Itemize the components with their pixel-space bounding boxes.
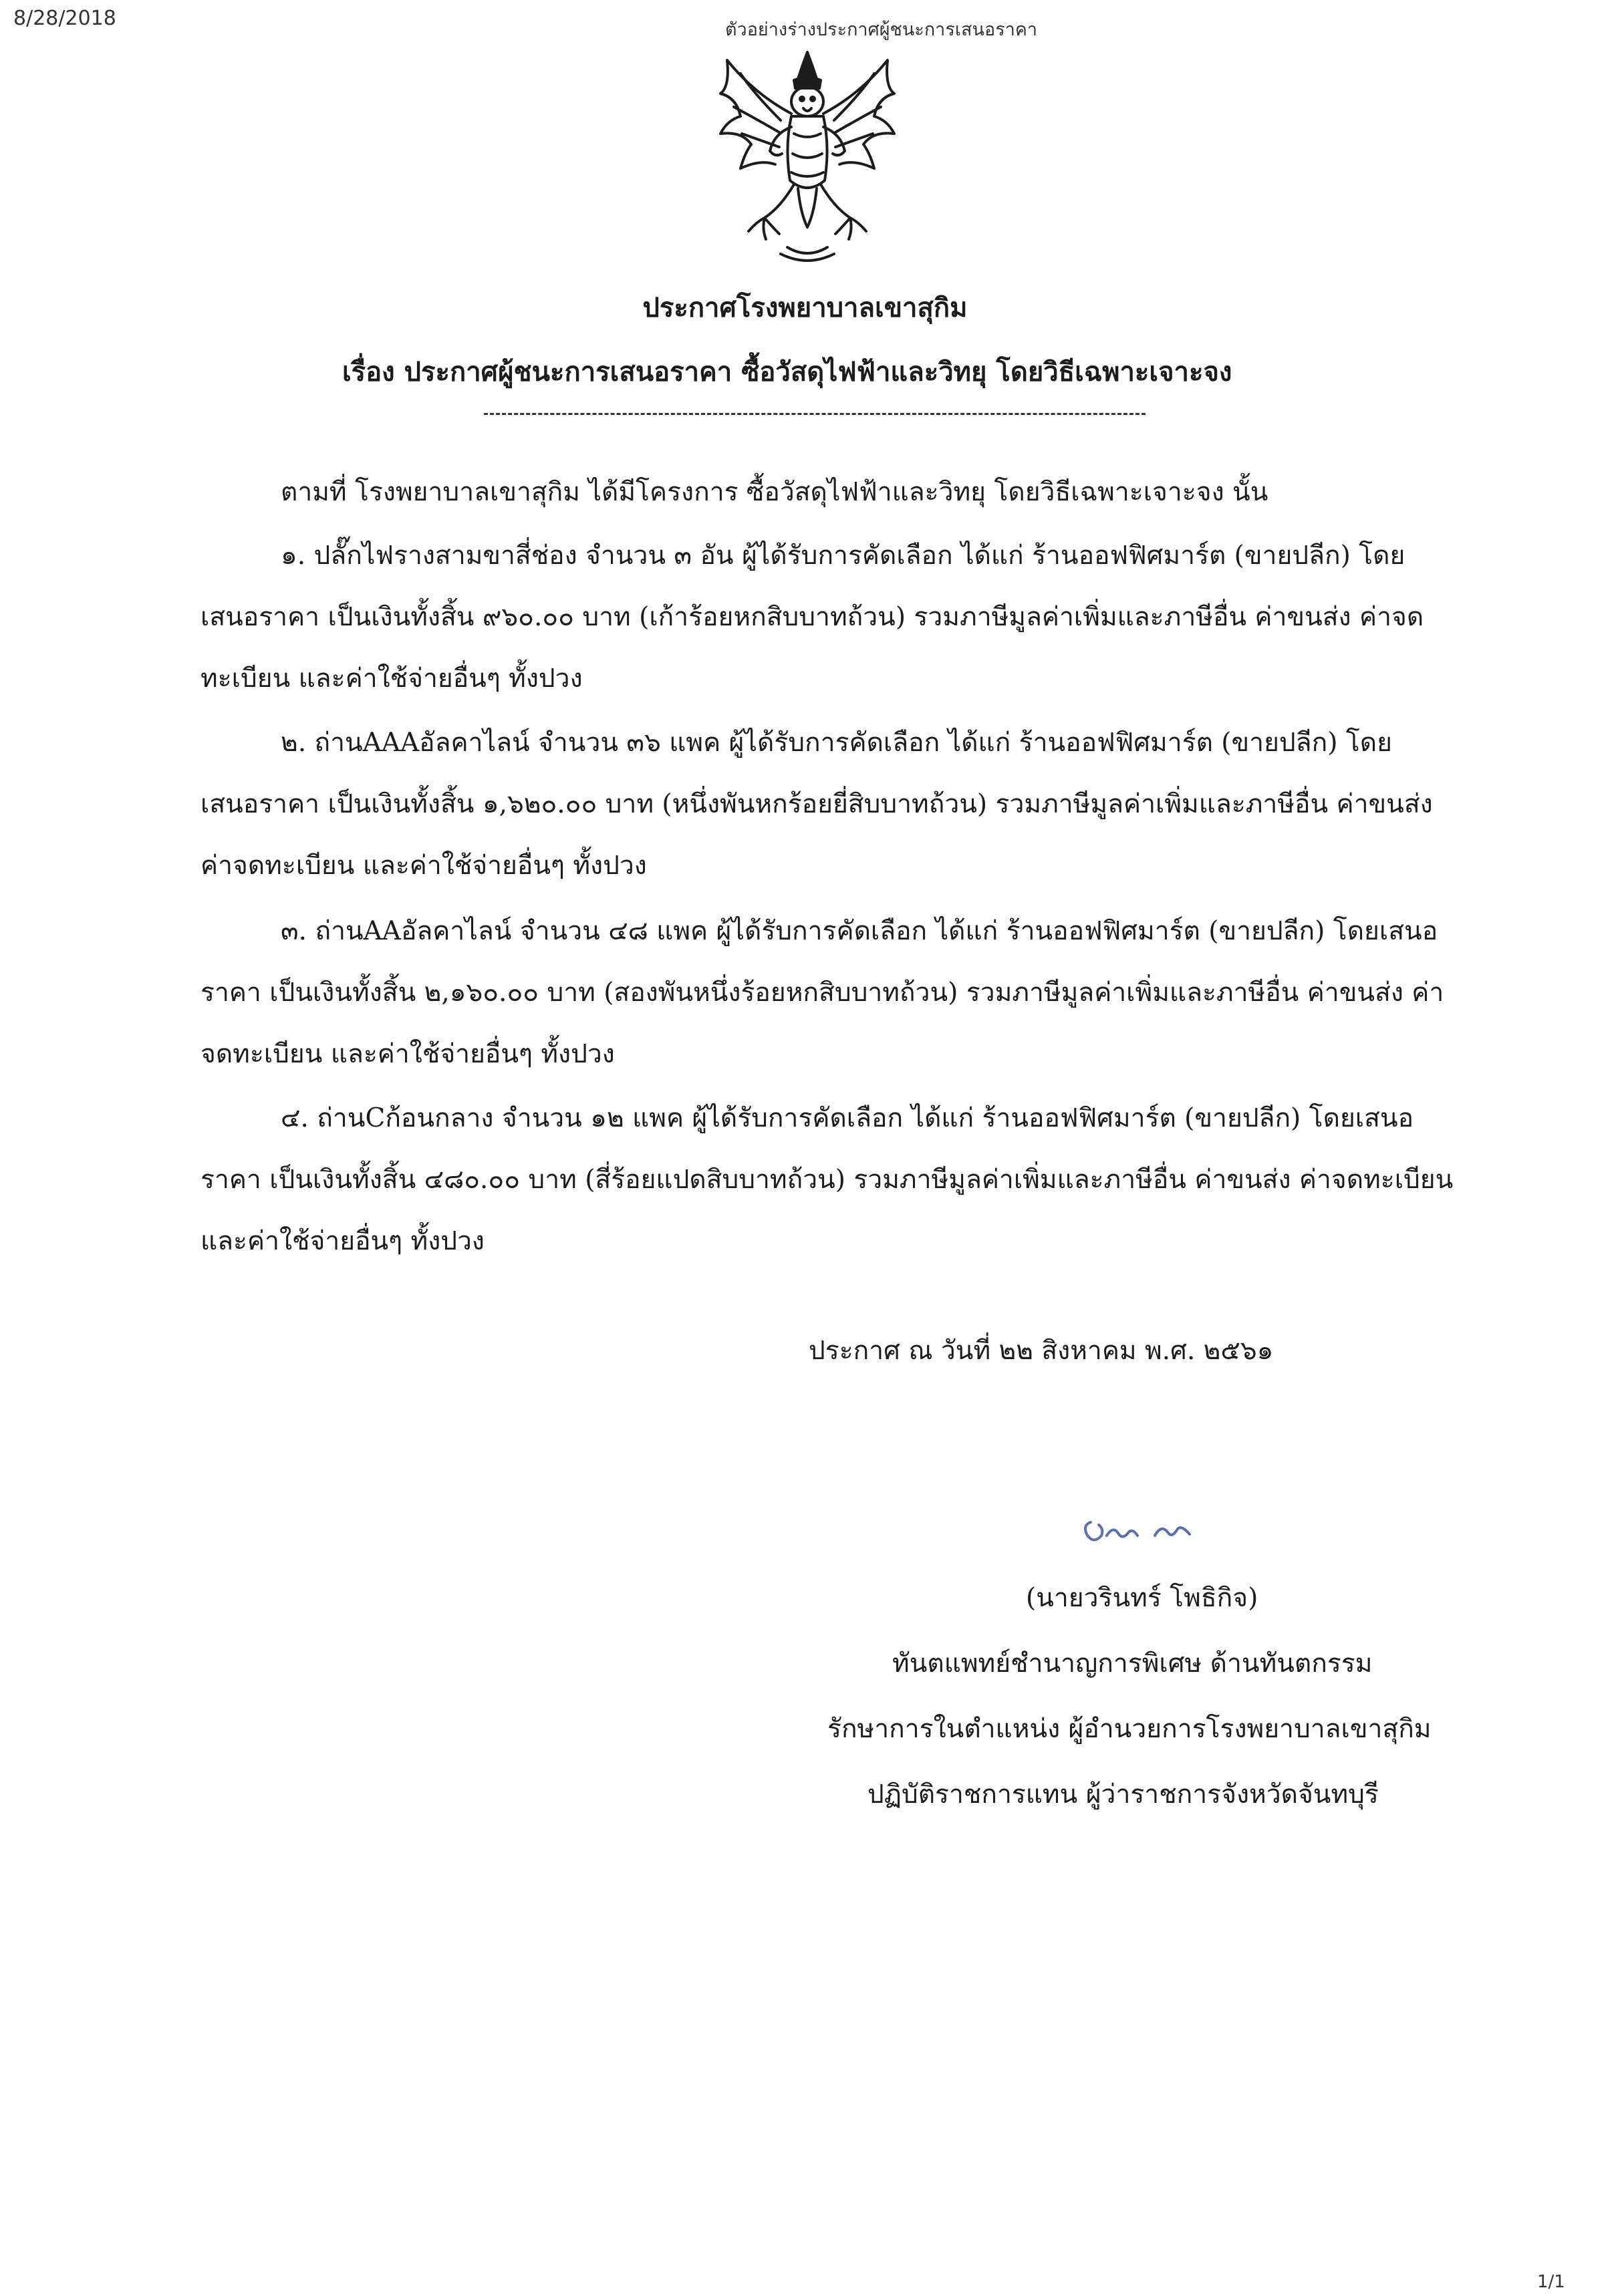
item-4-line-2: ราคา เป็นเงินทั้งสิ้น ๔๘๐.๐๐ บาท (สี่ร้อยแปดสิบบาทถ้วน) รวมภาษีมูลค่าเพิ่มและภาษีอื่น ค่าขนส่ง ค่าจดทะเบียน [200,1165,1454,1195]
item-1-line-2: เสนอราคา เป็นเงินทั้งสิ้น ๙๖๐.๐๐ บาท (เก้าร้อยหกสิบบาทถ้วน) รวมภาษีมูลค่าเพิ่มและภาษีอื่น ค่าขนส่ง ค่าจด [200,602,1424,632]
garuda-emblem-icon [700,47,914,267]
item-2-line-3: ค่าจดทะเบียน และค่าใช้จ่ายอื่นๆ ทั้งปวง [200,851,647,881]
item-1-line-1: ๑. ปลั๊กไฟรางสามขาสี่ช่อง จำนวน ๓ อัน ผู้ได้รับการคัดเลือก ได้แก่ ร้านออฟฟิศมาร์ต (ขายปลีก) โดย [281,541,1405,571]
item-1-line-3: ทะเบียน และค่าใช้จ่ายอื่นๆ ทั้งปวง [200,664,583,694]
item-2-line-1: ๒. ถ่านAAAอัลคาไลน์ จำนวน ๓๖ แพค ผู้ได้รับการคัดเลือก ได้แก่ ร้านออฟฟิศมาร์ต (ขายปลีก) โดย [281,728,1392,758]
document-header-title: ตัวอย่างร่างประกาศผู้ชนะการเสนอราคา [725,19,1038,40]
signer-position-2: รักษาการในตำแหน่ง ผู้อำนวยการโรงพยาบาลเขาสุกิม [827,1714,1432,1744]
page-number: 1/1 [1537,2272,1565,2292]
intro-paragraph: ตามที่ โรงพยาบาลเขาสุกิม ได้มีโครงการ ซื้อวัสดุไฟฟ้าและวิทยุ โดยวิธีเฉพาะเจาะจง นั้น [281,477,1268,507]
separator-line [484,413,1146,415]
item-4-line-3: และค่าใช้จ่ายอื่นๆ ทั้งปวง [200,1226,485,1256]
print-date: 8/28/2018 [13,7,116,30]
item-4-line-1: ๔. ถ่านCก้อนกลาง จำนวน ๑๒ แพค ผู้ได้รับการคัดเลือก ได้แก่ ร้านออฟฟิศมาร์ต (ขายปลีก) โดยเสนอ [281,1103,1414,1133]
item-3-line-1: ๓. ถ่านAAอัลคาไลน์ จำนวน ๔๘ แพค ผู้ได้รับการคัดเลือก ได้แก่ ร้านออฟฟิศมาร์ต (ขายปลีก) โดยเสนอ [281,916,1438,946]
handwritten-signature [1077,1509,1211,1556]
announcement-date: ประกาศ ณ วันที่ ๒๒ สิงหาคม พ.ศ. ๒๕๖๑ [809,1336,1274,1366]
signer-position-3: ปฏิบัติราชการแทน ผู้ว่าราชการจังหวัดจันทบุรี [867,1779,1379,1810]
item-2-line-2: เสนอราคา เป็นเงินทั้งสิ้น ๑,๖๒๐.๐๐ บาท (หนึ่งพันหกร้อยยี่สิบบาทถ้วน) รวมภาษีมูลค่าเพิ่มและภาษีอื่น ค่าขนส่ง [200,789,1433,819]
announcement-subject: เรื่อง ประกาศผู้ชนะการเสนอราคา ซื้อวัสดุไฟฟ้าและวิทยุ โดยวิธีเฉพาะเจาะจง [342,356,1232,388]
announcement-title: ประกาศโรงพยาบาลเขาสุกิม [642,292,968,323]
item-3-line-3: จดทะเบียน และค่าใช้จ่ายอื่นๆ ทั้งปวง [200,1039,615,1069]
signer-name: (นายวรินทร์ โพธิกิจ) [1026,1583,1258,1613]
item-3-line-2: ราคา เป็นเงินทั้งสิ้น ๒,๑๖๐.๐๐ บาท (สองพันหนึ่งร้อยหกสิบบาทถ้วน) รวมภาษีมูลค่าเพิ่มและภาษีอื่น ค่าขนส่ง ค่า [200,978,1444,1008]
signer-position-1: ทันตแพทย์ชำนาญการพิเศษ ด้านทันตกรรม [892,1648,1373,1679]
